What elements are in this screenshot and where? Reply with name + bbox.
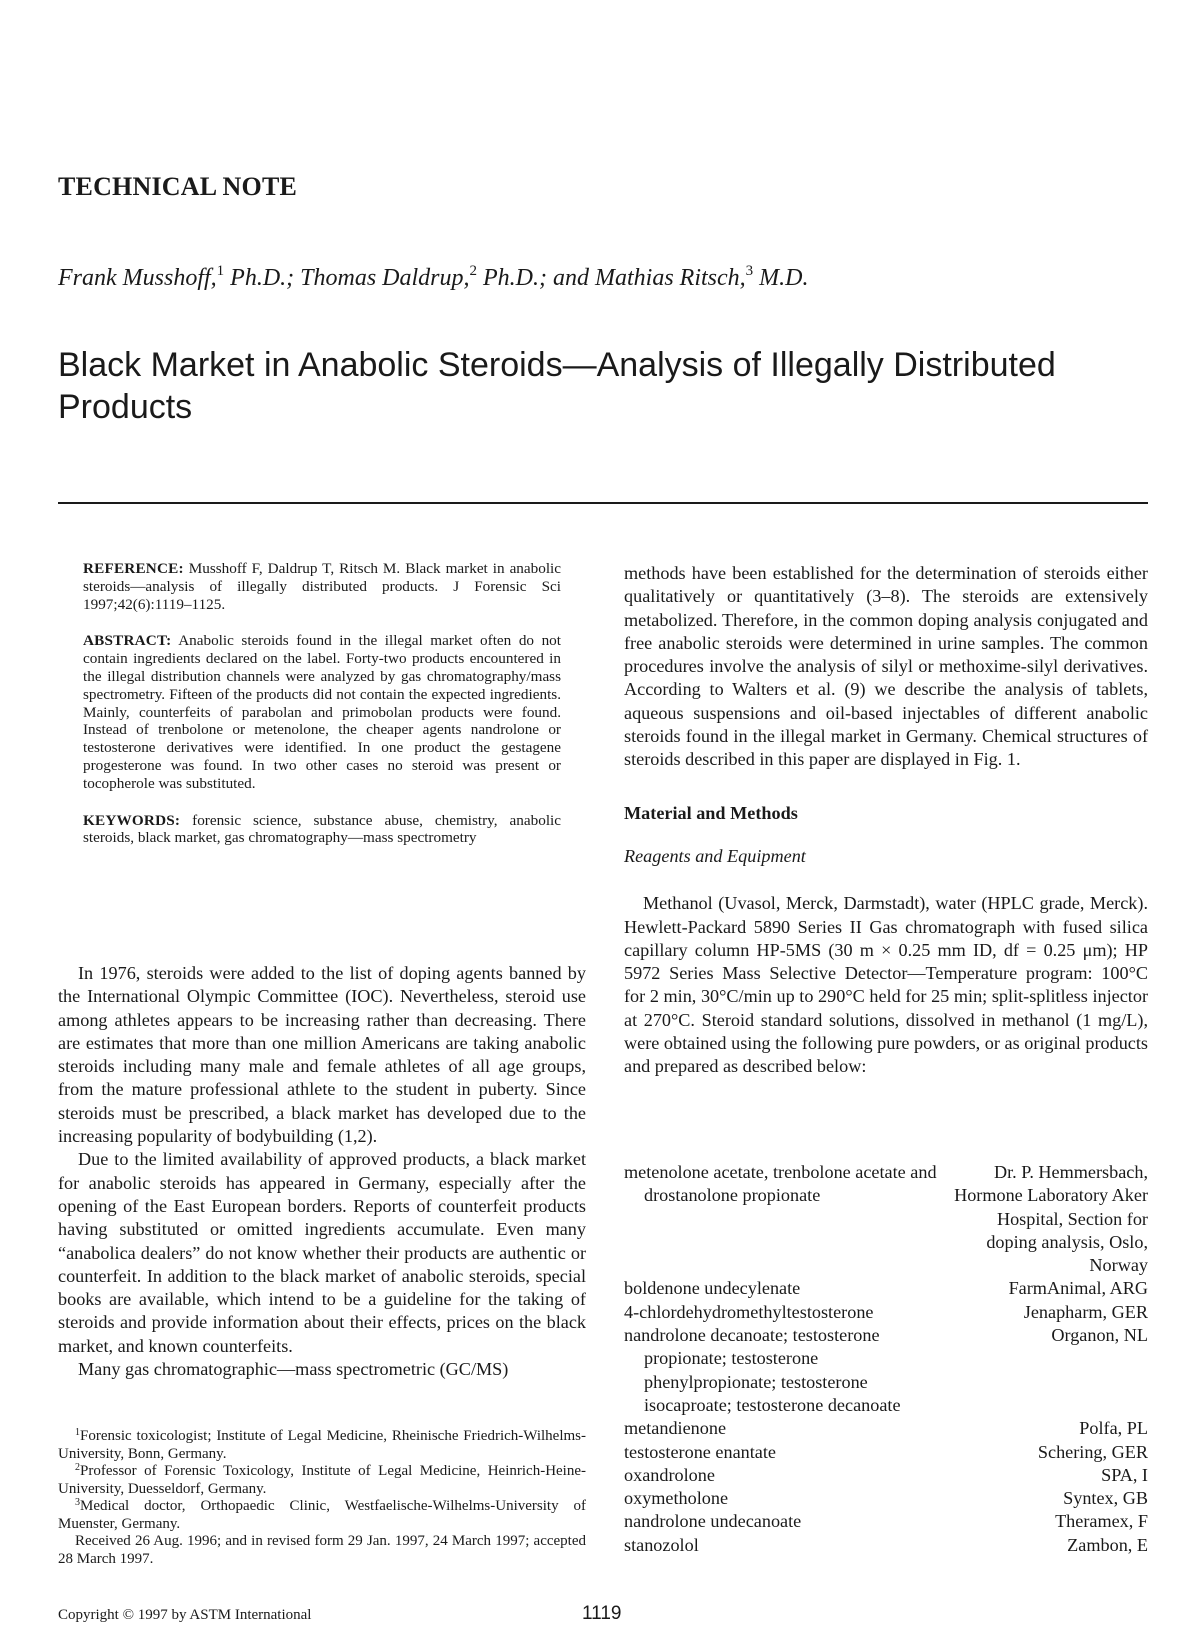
- reagent-supplier: Theramex, F: [1055, 1511, 1148, 1532]
- body-paragraph: In 1976, steroids were added to the list of doping agents banned by the International Olympic Committee (IOC). Nevertheless, steroid use among athletes appears to be increasing rather than decreasing. There are estimates that more than one million Americans are taking anabolic steroids including many male and female athletes of all age groups, from the mature professional athlete to the student in puberty. Since steroids must be prescribed, a black market has developed due to the increasing popularity of bodybuilding (1,2).: [58, 963, 586, 1147]
- reagent-supplier: Schering, GER: [1037, 1441, 1148, 1462]
- author-affiliation-mark: 3: [745, 263, 754, 279]
- author-name: Frank Musshoff,: [58, 265, 217, 291]
- reagent-name: oxandrolone: [624, 1464, 715, 1485]
- paper-title: Black Market in Anabolic Steroids—Analysis of Illegally Distributed Products: [58, 346, 1056, 426]
- intro-text-right: [624, 562, 1148, 1079]
- footnote-text: Professor of Forensic Toxicology, Institute of Legal Medicine, Heinrich-Heine-University, Duesseldorf, Germany.: [58, 1463, 586, 1497]
- abstract-text: Anabolic steroids found in the illegal market often do not contain ingredients declared on the label. Forty-two products encountered in the illegal distribution channels were analyzed by gas chromatography/mass spectrometry. Fifteen of the products did not contain the expected ingredients. Mainly, counterfeits of parabolan and primobolan products were found. Instead of trenbolone or metenolone, the cheaper agents nandrolone or testosterone derivatives were identified. In one product the gestagene progesterone was found. In two other cases no steroid was present or tocopherole was substituted.: [83, 632, 561, 792]
- author-affiliation-mark: 1: [216, 263, 225, 279]
- received-note: Received 26 Aug. 1996; and in revised form 29 Jan. 1997, 24 March 1997; accepted 28 March 1997.: [58, 1533, 586, 1567]
- reference-text: Musshoff F, Daldrup T, Ritsch M. Black market in anabolic steroids—analysis of illegally distributed products. J Forensic Sci 1997;42(6):1119–1125.: [83, 560, 562, 613]
- reagent-name: oxymetholone: [624, 1488, 729, 1509]
- reagent-row: [624, 1324, 1148, 1417]
- reagent-row: [624, 1417, 1148, 1440]
- footnote-text: Medical doctor, Orthopaedic Clinic, Westfaelische-Wilhelms-University of Muenster, Germany.: [58, 1498, 586, 1532]
- reagent-name: nandrolone undecanoate: [624, 1511, 802, 1532]
- page-number: 1119: [582, 1603, 622, 1624]
- body-paragraph: Due to the limited availability of approved products, a black market for anabolic steroids has appeared in Germany, especially after the opening of the East European borders. Reports of counterfeit products having substituted or omitted ingredients accumulate. Even many “anabolica dealers” do not know whether their products are authentic or counterfeit. In addition to the black market of anabolic steroids, special books are available, which intend to be a guideline for the taking of steroids and provide information about their effects, prices on the black market, and known counterfeits.: [58, 1149, 586, 1356]
- footnote: [58, 1498, 586, 1533]
- intro-text-left: [58, 962, 586, 1381]
- reagent-supplier: FarmAnimal, ARG: [1008, 1278, 1148, 1299]
- reagent-row: [624, 1277, 1148, 1300]
- abstract-label: ABSTRACT:: [83, 632, 172, 650]
- section-heading: Material and Methods: [624, 802, 798, 823]
- reagent-name: 4-chlordehydromethyltestosterone: [624, 1301, 874, 1322]
- reagent-row: [624, 1161, 1148, 1277]
- author-name: Mathias Ritsch,: [595, 265, 746, 291]
- abstract-block: [83, 560, 561, 866]
- methods-paragraph: Methanol (Uvasol, Merck, Darmstadt), water (HPLC grade, Merck). Hewlett-Packard 5890 Series II Gas chromatograph with fused silica capillary column HP-5MS (30 m × 0.25 mm ID, df = 0.25 μm); HP 5972 Series Mass Selective Detector—Temperature program: 100°C for 2 min, 30°C/min up to 290°C held for 25 min; split-splitless injector at 270°C. Steroid standard solutions, dissolved in methanol (1 mg/L), were obtained using the following pure powders, or as original products and prepared as described below:: [624, 893, 1148, 1077]
- reagent-supplier: Dr. P. Hemmersbach, Hormone Laboratory Aker Hospital, Section for doping analysis, Oslo, Norway: [954, 1162, 1148, 1276]
- reagent-name: boldenone undecylenate: [624, 1278, 801, 1299]
- reagent-row: [624, 1510, 1148, 1533]
- footnote-mark: 3: [75, 1497, 80, 1508]
- section-label: TECHNICAL NOTE: [58, 172, 298, 201]
- body-paragraph: methods have been established for the determination of steroids either qualitatively or quantitatively (3–8). The steroids are extensively metabolized. Therefore, in the common doping analysis conjugated and free anabolic steroids were determined in urine samples. The common procedures involve the analysis of silyl or methoxime-silyl derivatives. According to Walters et al. (9) we describe the analysis of tablets, aqueous suspensions and oil-based injectables of different anabolic steroids found in the illegal market in Germany. Chemical structures of steroids described in this paper are displayed in Fig. 1.: [624, 563, 1148, 770]
- author-degree: Ph.D.; and: [477, 265, 595, 291]
- reagent-name: metenolone acetate, trenbolone acetate and drostanolone propionate: [624, 1162, 937, 1206]
- reagent-row: [624, 1487, 1148, 1510]
- reagent-name: metandienone: [624, 1418, 727, 1439]
- reagent-supplier: Organon, NL: [1051, 1325, 1148, 1346]
- footnotes: [58, 1428, 586, 1568]
- footnote-mark: 2: [75, 1462, 80, 1473]
- footnote: [58, 1428, 586, 1463]
- title-divider: [58, 502, 1148, 504]
- keywords-paragraph: [83, 812, 561, 848]
- keywords-label: KEYWORDS:: [83, 811, 181, 829]
- copyright-notice: Copyright © 1997 by ASTM International: [58, 1607, 312, 1623]
- footnote: [58, 1463, 586, 1498]
- keywords-text: forensic science, substance abuse, chemistry, anabolic steroids, black market, gas chromatography—mass spectrometry: [83, 811, 561, 847]
- reagent-supplier: Jenapharm, GER: [1023, 1301, 1148, 1322]
- subsection-heading: Reagents and Equipment: [624, 845, 806, 866]
- reagent-name: stanozolol: [624, 1534, 699, 1555]
- author-degree: M.D.: [753, 265, 809, 291]
- reagent-row: [624, 1464, 1148, 1487]
- body-paragraph: Many gas chromatographic—mass spectrometric (GC/MS): [78, 1359, 509, 1380]
- author-name: Thomas Daldrup,: [300, 265, 470, 291]
- reference-label: REFERENCE:: [83, 560, 184, 577]
- footnote-mark: 1: [75, 1427, 80, 1438]
- reagent-row: [624, 1441, 1148, 1464]
- reagent-row: [624, 1301, 1148, 1324]
- reagent-supplier: Polfa, PL: [1079, 1418, 1148, 1439]
- reagent-supplier: Syntex, GB: [1063, 1488, 1148, 1509]
- abstract-paragraph: [83, 632, 561, 792]
- reagent-name: nandrolone decanoate; testosterone propionate; testosterone phenylpropionate; testosterone isocaproate; testosterone decanoate: [624, 1325, 901, 1415]
- reagent-row: [624, 1534, 1148, 1557]
- footnote-text: Forensic toxicologist; Institute of Legal Medicine, Rheinische Friedrich-Wilhelms-University, Bonn, Germany.: [58, 1428, 586, 1462]
- reagent-name: testosterone enantate: [624, 1441, 777, 1462]
- reagent-list: [624, 1161, 1148, 1557]
- reagent-supplier: Zambon, E: [1067, 1534, 1148, 1555]
- author-affiliation-mark: 2: [469, 263, 478, 279]
- author-line: [58, 265, 808, 292]
- author-degree: Ph.D.;: [224, 265, 301, 291]
- reagent-supplier: SPA, I: [1101, 1464, 1148, 1485]
- reference-paragraph: [83, 560, 561, 613]
